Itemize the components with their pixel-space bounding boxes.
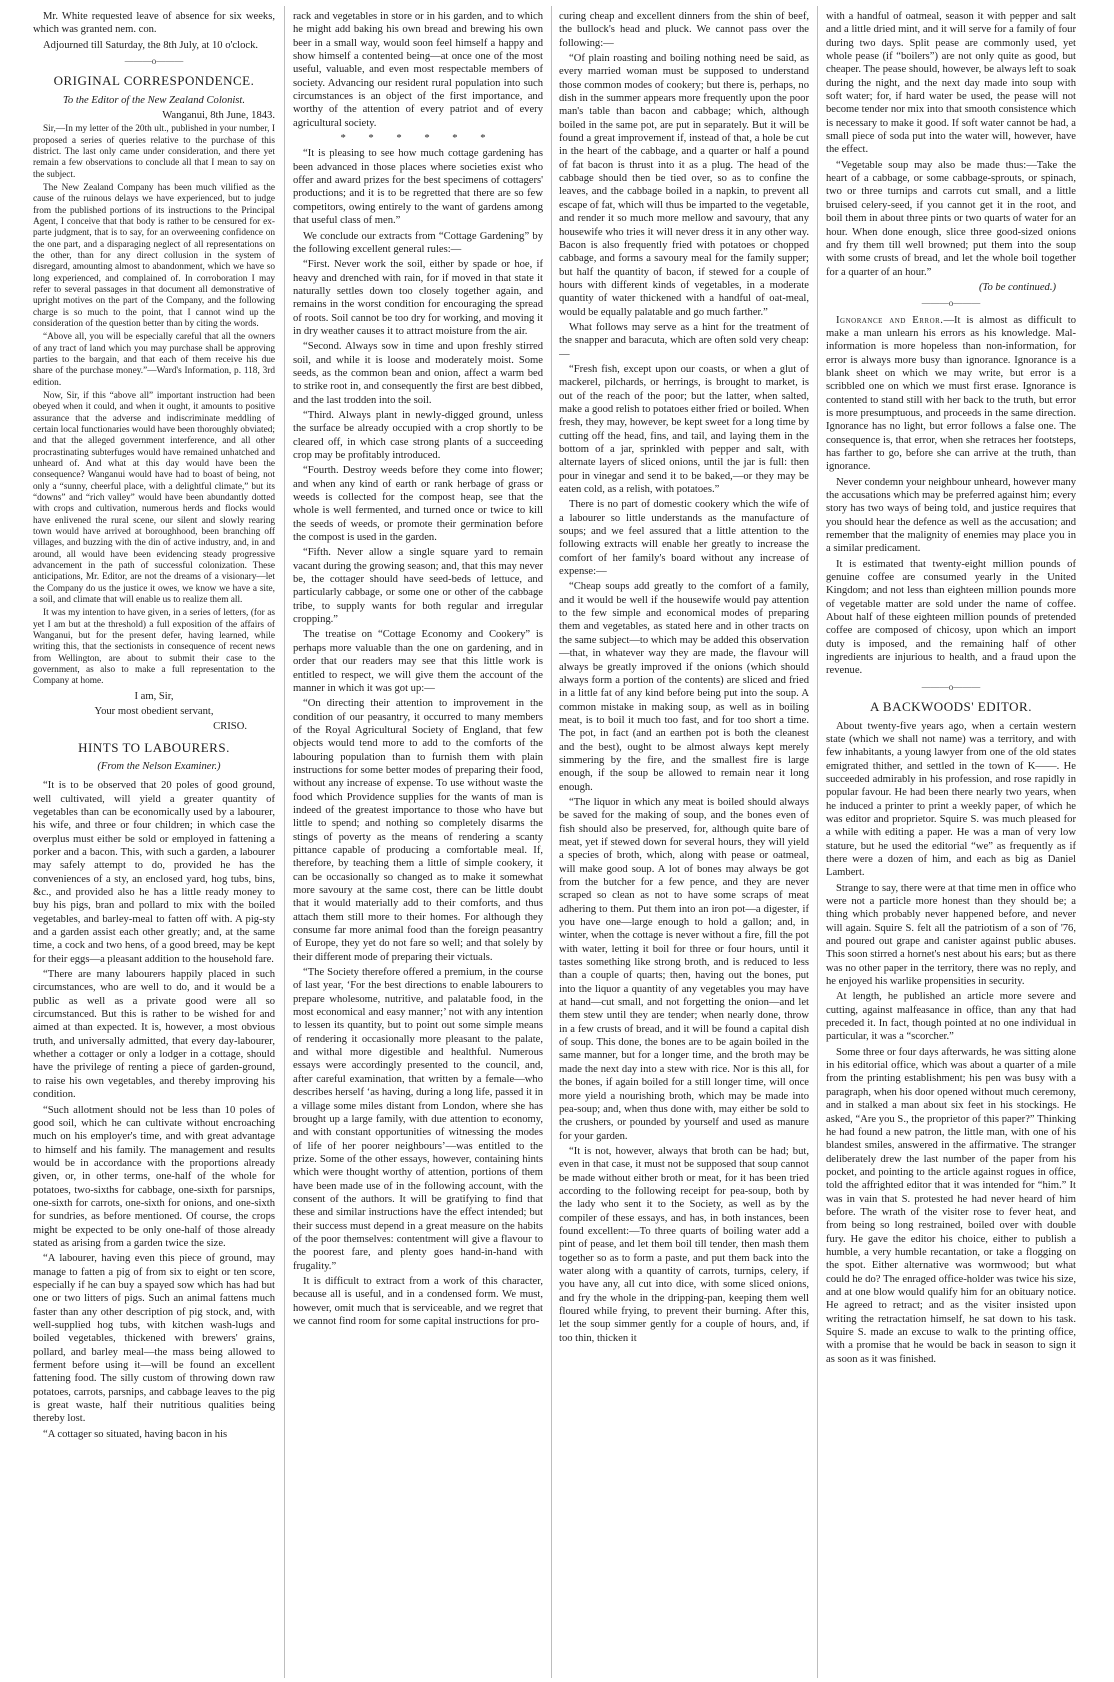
paragraph: “Of plain roasting and boiling nothing need be said, as every married woman must be supposed to understand those common modes of cookery; but there is, perhaps, no dish in the summer appears more frequently upon the poor man's table than bacon and cabbage; which, although boiled in the same pot, are put in separately. But it will be found a great improvement if, instead of that, a hole be cut in the heart of the cabbage, and a quarter or half a pound of fat bacon is thrust into it as a plug. The head of the cabbage should then be tied over, so as to confine the leaves, and the cabbage boiled in a napkin, to prevent all escape of fat, which will thus be imparted to the vegetable, and render it so much more mellow and savoury, that any housewife who tries it will never dress it in any other way. Bacon is also frequently fried with potatoes or chopped cabbage, and forms a savoury meal for the family supper; but half the quantity of bacon, if stewed for a couple of hours with different kinds of vegetables, in a moderate quantity of water thickened with a handful of oat-meal, would be equally palatable and go much farther.”	[559, 53, 809, 318]
letter-paragraph: “Above all, you will be especially careful that all the owners of any tract of land which you may purchase shall be approving parties to the bargain, and that each of them receive his due share of the purchase money.”—Ward's Information, p. 118, 3rd edition.	[33, 332, 275, 388]
paragraph: “On directing their attention to improvement in the condition of our peasantry, it occurred to many members of the Royal Agricultural Society of England, that few objects would tend more to add to the comforts of the labouring population than to furnish them with plain instructions for some better modes of preparing their food, without any increase of expense. To use without waste the food which Providence supplies for the wants of man is indeed of the greatest importance to those who have but little to spend; and nothing so completely disarms the stings of poverty as the means of rendering a scanty pittance capable of producing a comfortable meal. If, therefore, by teaching them a little of simple cookery, it can be occasionally so changed as to make it somewhat more savoury at the same cost, there can be little doubt that it would materially add to their comforts, and thus attach them still more to their homes. For although they consume far more animal food than the foreign peasantry of Europe, they yet do not fare so well; and that solely by their different mode of preparing their victuals.	[293, 698, 543, 963]
letter-signature: CRISO.	[213, 721, 247, 733]
paragraph	[826, 314, 1076, 474]
paragraph: “Such allotment should not be less than 10 poles of good soil, which he can cultivate without encroaching much on his employer's time, and with great advantage to himself and his family. The management and results would be in accordance with the proportions already given, or, in other terms, one-half of the whole for potatoes, two-sixths for cabbage, one-sixth for parsnips, one-sixth for carrots, one-sixth for onions, and one-sixth for sundries, as before mentioned. Of course, the crops might be expected to be only one-half of those already stated as arising from a garden twice the size.	[33, 1104, 275, 1249]
letter-paragraph: The New Zealand Company has been much vilified as the cause of the ruinous delays we have experienced, but to judge from the published portions of its instructions to the Principal Agent, I conceive that that body is rather to be censured for ex-parte judgment, that is to say, for an overweening confidence on the one part, and a disparaging neglect of all representations on the other, than for any direct collusion in the system of disregard, amounting almost to abandonment, which we have so long experienced, and complained of. In corroboration I may refer to several passages in that document all demonstrative of upright motives on the part of the Company, and the following charge is so much to the point, that I cannot wind up the consideration of the question better than by citing the words.	[33, 183, 275, 329]
paragraph: “A cottager so situated, having bacon in his	[43, 1428, 228, 1440]
paragraph: “Fourth. Destroy weeds before they come into flower; and when any kind of earth or rank herbage of grass or weeds is collected for the compost heap, see that the whole is well fermented, and turned once or twice to kill the seeds of weeds, or promote their germination before the compost is used in the garden.	[293, 465, 543, 544]
continued-note: (To be continued.)	[979, 281, 1056, 293]
paragraph: It is estimated that twenty-eight million pounds of genuine coffee are consumed yearly in the United Kingdom; and not less than eighteen million pounds more of vegetable matter are sold under the name of coffee. About half of these eighteen million pounds of pretended coffee are composed of chicosy, upon which an import duty is imposed, and the remaining half of other ingredients are injurious to health, and a fraud upon the revenue.	[826, 558, 1076, 677]
column-1	[33, 10, 275, 1678]
paragraph: “Second. Always sow in time and upon freshly stirred soil, and while it is loose and moderately moist. Some seeds, as the common bean and onion, affect a warm bed to strike root in, and consequently the first are best dibbed, and the last trodden into the soil.	[293, 341, 543, 406]
paragraph: About twenty-five years ago, when a certain western state (which we shall not name) was a territory, and with few inhabitants, a young lawyer from one of the old states emigrated thither, and settled in the town of K——. He succeeded admirably in his profession, and rose rapidly in popular favour. He had been there nearly two years, when he induced a printer to print a weekly paper, of which he was editor and proprietor. Squire S. was much pleased for a while with editing a paper. He was a man of very low stature, but he used the editorial “we” as frequently as if there were a dozen of him, and each as big as Daniel Lambert.	[826, 720, 1076, 879]
section-separator: ———o———	[921, 681, 981, 692]
column-rule	[817, 6, 818, 1678]
paragraph-body: —It is almost as difficult to make a man unlearn his errors as his knowledge. Mal-information is more hopeless than non-information, for error is always more busy than ignorance. Ignorance is a blank sheet on which we may write, but error is a scribbled one on which we must first erase. Ignorance is contented to stand still with her back to the truth, but error is more presumptuous, and proceeds in the same direction. Ignorance has no light, but error follows a false one. The consequence is, that error, when she retraces her footsteps, has farther to go, before she can arrive at the truth, than ignorance.	[826, 314, 1076, 473]
paragraph: “The liquor in which any meat is boiled should always be saved for the making of soup, and the bones even of fish should also be preserved, for, although quite bare of meat, yet if stewed down for several hours, they will yield a species of broth, which, along with pease or oatmeal, will make good soup. A lot of bones may always be got from the butcher for a few pence, and they are never scraped so clean as not to have some scraps of meat adhering to them. Put them into an iron pot—a digester, if you have one—large enough to hold a gallon; and, in winter, when the cottage is never without a fire, fill the pot with water, letting it boil for three or four hours, until it tastes something like strong broth, and is reduced to less than a couple of quarts; then, having out the bones, put into the liquor a quantity of any vegetables you may have at hand—cut small, and not forgetting the onion—and let them stew until they are tender; when nearly done, throw in a few crusts of bread, and it will be found a capital dish of soup. This done, the bones are to be again boiled in the same manner, but for a longer time, and the broth may be made the next day into a stew with rice. Nor is this all, for the bones, if again boiled for a still longer time, will once more yield a nourishing broth, which may be made into pea-soup; and, when thus done with, may either be sold to the crushers, or pounded by yourself and used as manure for your garden.	[559, 796, 809, 1142]
paragraph: “Fresh fish, except upon our coasts, or when a glut of mackerel, pilchards, or herrings, is brought to market, is out of the reach of the poor; but the latter, when salted, make a good relish to potatoes either fried or boiled. When fresh, they may, however, be kept sweet for a long time by cutting off the head, fins, and tail, and laying them in the bottom of a jar, sprinkled with pepper and salt, with alternate layers of sliced onions, until the jar is full: then pour in vinegar and send it to be baked,—or they may be eaten cold, as a relish, with potatoes.”	[559, 363, 809, 496]
paragraph: “First. Never work the soil, either by spade or hoe, if heavy and drenched with rain, for if moved in that state it naturally settles down too closely together again, and remains in the worst condition for encouraging the spread of roots. Soil cannot be too dry for working, and moving it in dry weather causes it to attract moisture from the air.	[293, 259, 543, 337]
section-heading: A BACKWOODS' EDITOR.	[870, 699, 1032, 715]
paragraph: What follows may serve as a hint for the treatment of the snapper and baracuta, which are often sold very cheap:—	[559, 321, 809, 360]
paragraph: curing cheap and excellent dinners from the shin of beef, the bullock's head and pluck. We cannot pass over the following:—	[559, 11, 809, 49]
paragraph: “Vegetable soup may also be made thus:—Take the heart of a cabbage, or some cabbage-sprouts, or spinach, two or three turnips and carrots cut small, and a little bruised celery-seed, if you cannot get it in the root, and boil them in about three pints or two quarts of water for an hour. When done enough, slice three good-sized onions and fry them till well browned; put them into the soup with some crusts of bread, and let the whole boil together for a quarter of an hour.”	[826, 159, 1076, 278]
paragraph: Adjourned till Saturday, the 8th July, at 10 o'clock.	[43, 39, 259, 51]
section-source: (From the Nelson Examiner.)	[97, 760, 221, 772]
paragraph: “There are many labourers happily placed in such circumstances, who are well to do, and it would be a public as well as a private good were all so circumstanced. But this is rather to be wished for and aimed at than expected. It is, however, a most obvious truth, and universally admitted, that every day-labourer, whether a cottager or only a lodger in a cottage, should have the privilege of renting a piece of garden-ground, to raise his own vegetables, and thereby improving his condition.	[33, 969, 275, 1101]
paragraph: rack and vegetables in store or in his garden, and to which he might add baking his own bread and brewing his own beer in a small way, would soon feel himself a happy and show himself a contented being—at once one of the most useful, valuable, and even most respectable members of society. Advancing our resident rural population into such circumstances is an object of the first importance, and worthy of the attention of every patriot and of every agricultural society.	[293, 11, 543, 129]
letter-dateline: Wanganui, 8th June, 1843.	[162, 110, 275, 122]
paragraph: “Cheap soups add greatly to the comfort of a family, and it would be well if the housewife would pay attention to the few simple and economical modes of preparing them and vegetables, as stated here and in other tracts on the same subject—to which may be added this observation—that, in whatever way they are made, the flavour will always be greatly improved if the onions (which should always form a portion of the contents) are sliced and fried in a little fat of any kind before being put into the soup. A common mistake in making soup, as well as in boiling meat, is to boil it much too fast, and for too short a time. The pot, in fact (and an earthen pot is both the cleanest and the best), ought to be almost always kept merely simmering by the fire, and the smallest fire is large enough, if the soup be allowed to remain near it long enough.	[559, 581, 809, 793]
paragraph: There is no part of domestic cookery which the wife of a labourer so little understands as the manufacture of soups; and we feel assured that a little attention to the following extracts will enable her greatly to increase the comfort of her family's board without any increase of expense:—	[559, 499, 809, 578]
paragraph: We conclude our extracts from “Cottage Gardening” by the following excellent general rules:—	[293, 230, 543, 255]
section-separator: ———o———	[921, 298, 981, 309]
column-rule	[284, 6, 285, 1678]
letter-paragraph: It was my intention to have given, in a series of letters, (for as yet I am but at the threshold) a full exposition of the affairs of Wanganui, but for the present defer, having learned, while writing this, that the sectionists in consequence of recent news from Wellington, are about to submit their case to the government, as also to make a full representation to the Company at home.	[33, 608, 275, 687]
paragraph: At length, he published an article more severe and cutting, against malfeasance in office, than any that had preceded it. In fact, though pointed at no one individual in particular, it was a “scorcher.”	[826, 991, 1076, 1043]
column-4	[826, 10, 1076, 1678]
letter-paragraph: Now, Sir, if this “above all” important instruction had been obeyed when it could, and when it ought, it amounts to positive assurance that the adverse and indiscriminate meddling of certain local functionaries would have been thoroughly obviated; and that the alleged government interference, and all other procrastinating subterfuges would have remained unhatched and unheard of. And what at this day would have been the consequence? Wanganui would have had to boast of being, not only a “sunny, cheerful place, with a delightful climate,” but its “downs” and “rich valley” would have been abundantly dotted with crops and cultivation, numerous herds and flocks would have enlivened the rural scene, our silent and slowly rearing town would have arrived at boroughhood, been branching off villages, and buzzing with the din of active industry, and, in and around, all would have been evidencing steady progressive advancement in the path of successful colonization. These anticipations, Mr. Editor, are not the dreams of a visionary—let the Company do us the justice it owes, we know we have a site, a soil, and climate that will enable us to realize them all.	[33, 390, 275, 605]
letter-closing: Your most obedient servant,	[94, 705, 214, 717]
paragraph: “Third. Always plant in newly-digged ground, unless the surface be already occupied with a crop shortly to be cleared off, in which case strong plants of a succeeding crop may be profitably introduced.	[293, 409, 543, 461]
paragraph: with a handful of oatmeal, season it with pepper and salt and a little dried mint, and it will serve for a family of four during two days. Split pease are commonly used, yet whole pease (if “boilers”) are not only quite as good, but cheaper. The pease should, however, be always left to soak during the night, and the next day made into soup with soft water; for, if hard water be used, the pease will not become tender nor mix into that smooth consistence which is necessary to make it good. If soft water cannot be had, a small piece of soda put into the water will, however, have the effect.	[826, 11, 1076, 156]
paragraph: Never condemn your neighbour unheard, however many the accusations which may be preferred against him; every story has two ways of being told, and justice requires that you should hear the defence as well as the accusation; and remember that the malignity of enemies may place you in a similar predicament.	[826, 476, 1076, 555]
asterism: * * * * * *	[340, 133, 496, 145]
paragraph: Some three or four days afterwards, he was sitting alone in his editorial office, which was about a quarter of a mile from the printing establishment; his pen was busy with a paragraph, when his door opened without much ceremony, and in stalked a man about six feet in his stockings. He asked, “Are you S., the proprietor of this paper?” Thinking he had found a new patron, the little man, with one of his blandest smiles, answered in the affirmative. The stranger deliberately drew the last number of the paper from his pocket, and pointing to the article against rogues in office, told the affrighted editor that it was intended for “him.” It was in vain that S. protested he had never heard of him before. The wrath of the visiter rose to fever heat, and from being so long restrained, boiled over with double fury. He gave the editor his choice, either to publish a humble, a very humble recantation, or take a flogging on the spot. Either alternative was wormwood; but what could he do? The enraged office-holder was twice his size, and at one blow would qualify him for an obituary notice. He agreed to retract; and as the visiter insisted upon writing the retractation himself, he sat down to his task. Squire S. made an excuse to walk to the printing office, with a promise that he would be back in season to sign it as soon as it was finished.	[826, 1046, 1076, 1365]
section-separator: ———o———	[124, 56, 184, 67]
letter-paragraph: Sir,—In my letter of the 20th ult., published in your number, I proposed a series of queries relative to the purchase of this district. The last only came under consideration, and there yet remain a few observations to conclude all that I mean to say on the subject.	[33, 124, 275, 180]
letter-closing: I am, Sir,	[134, 690, 174, 702]
column-2	[293, 10, 543, 1678]
paragraph: Mr. White requested leave of absence for six weeks, which was granted nem. con.	[33, 11, 275, 36]
paragraph: “It is to be observed that 20 poles of good ground, well cultivated, will yield a greater quantity of vegetables than can be economically used by a labourer, his wife, and three or four children; in which case the overplus must either be sold or employed in fattening a porker and a bacon. This, with such a garden, a labourer may safely attempt to do, provided he has the conveniences of a sty, an enclosed yard, hog tubs, bins, &c., and provided also he has a little ready money to buy his pigs, bran and pollard to mix with the boiled vegetables, and barley-meal to fatten off with. A pig-sty and a garden assist each other greatly; and, at the same time, a cock and two hens, of a good breed, may be kept for their eggs—a pleasant addition to the household fare.	[33, 780, 275, 965]
paragraph: It is difficult to extract from a work of this character, because all is useful, and in a condensed form. We must, however, omit much that is serviceable, and we regret that we cannot find room for some capital instructions for pro-	[293, 1275, 543, 1327]
paragraph: “It is not, however, always that broth can be had; but, even in that case, it must not be supposed that soup cannot be made without either broth or meat, for it has been tried according to the following receipt for pea-soup, both by the lady who sent it to the Society, as well as by the compiler of these essays, and has, in both instances, been found excellent:—To three quarts of boiling water add a pint of pease, and let them boil till tender, then mash them together so as to form a paste, and put them back into the water along with a quantity of carrots, turnips, celery, if you have any, all cut into dice, with some sliced onions, and fry the whole in the dripping-pan, keeping them well floured while frying, to prevent their burning. After this, let the soup simmer gently for a couple of hours, and, if too thin, thicken it	[559, 1145, 809, 1344]
paragraph: “It is pleasing to see how much cottage gardening has been advanced in those places where societies exist who offer and award prizes for the best specimens of cottagers' productions; and it is to be regretted that there are so few competitors, owing entirely to the want of gardens among that useful class of men.”	[293, 148, 543, 227]
paragraph: “The Society therefore offered a premium, in the course of last year, ‘For the best directions to enable labourers to prepare wholesome, nutritive, and palatable food, in the most economical and easy manner;’ not with any intention to lessen its quantity, but to point out some simple means of rendering it occasionally more pleasant to the palate, and withal more digestible and healthful. Numerous essays were accordingly presented to the council, and, after careful examination, that written by a female—who describes herself ‘as having, during a long life, passed it in a village some miles distant from London, where she has brought up a large family, with due attention to economy, and with constant opportunities of witnessing the modes of life of her poorer neighbours’—was entitled to the prize. Some of the other essays, however, containing hints which were thought worthy of attention, portions of them have been made use of in the following account, with the consent of the authors. It will be gratifying to find that these and similar instructions have the effect intended; but their success must depend in a great measure on the habits of the poor themselves: contentment will give a flavour to the poorest fare, and plenty goes hand-in-hand with frugality.”	[293, 967, 543, 1272]
paragraph: “Fifth. Never allow a single square yard to remain vacant during the growing season; and, that this may never be, the cottager should have seed-beds of lettuce, and particularly cabbage, or some one or other of the cabbage tribe, to supply wants for both regular and irregular cropping.”	[293, 547, 543, 626]
paragraph: The treatise on “Cottage Economy and Cookery” is perhaps more valuable than the one on gardening, and in order that our readers may see that this little work is entitled to respect, we will give them the account of the manner in which it was got up:—	[293, 629, 543, 694]
column-3	[559, 10, 809, 1678]
paragraph: Strange to say, there were at that time men in office who were not a particle more honest than they should be; a thing which probably never happened before, and never will again. Squire S. felt all the patriotism of a son of '76, and poured out grape and canister against public abuses. This soon stirred a hornet's nest about his ears; but as there was no other paper in the territory, there was no reply, and he enjoyed his warlike propensities in security.	[826, 882, 1076, 988]
paragraph-lead: Ignorance and Error.	[836, 314, 944, 326]
column-rule	[551, 6, 552, 1678]
section-heading: HINTS TO LABOURERS.	[78, 739, 230, 755]
section-heading: ORIGINAL CORRESPONDENCE.	[53, 73, 255, 89]
paragraph: “A labourer, having even this piece of ground, may manage to fatten a pig of from six to eight or ten score, especially if he can buy a spayed sow which has had but one or two litters of pigs. Such an animal fattens much faster than any other description of pig stock, and, with well-supplied hog tubs, with kitchen wash-lugs and boiled vegetables, thickened with brewers' grains, pollard, and barley meal—the mass being allowed to ferment before using it—will be found an excellent fattening food. The silly custom of throwing down raw potatoes, carrots, parsnips, and cabbage leaves to the pig is great waste, half their nutritious qualities being thereby lost.	[33, 1253, 275, 1425]
letter-addressee: To the Editor of the New Zealand Colonist.	[62, 94, 246, 106]
